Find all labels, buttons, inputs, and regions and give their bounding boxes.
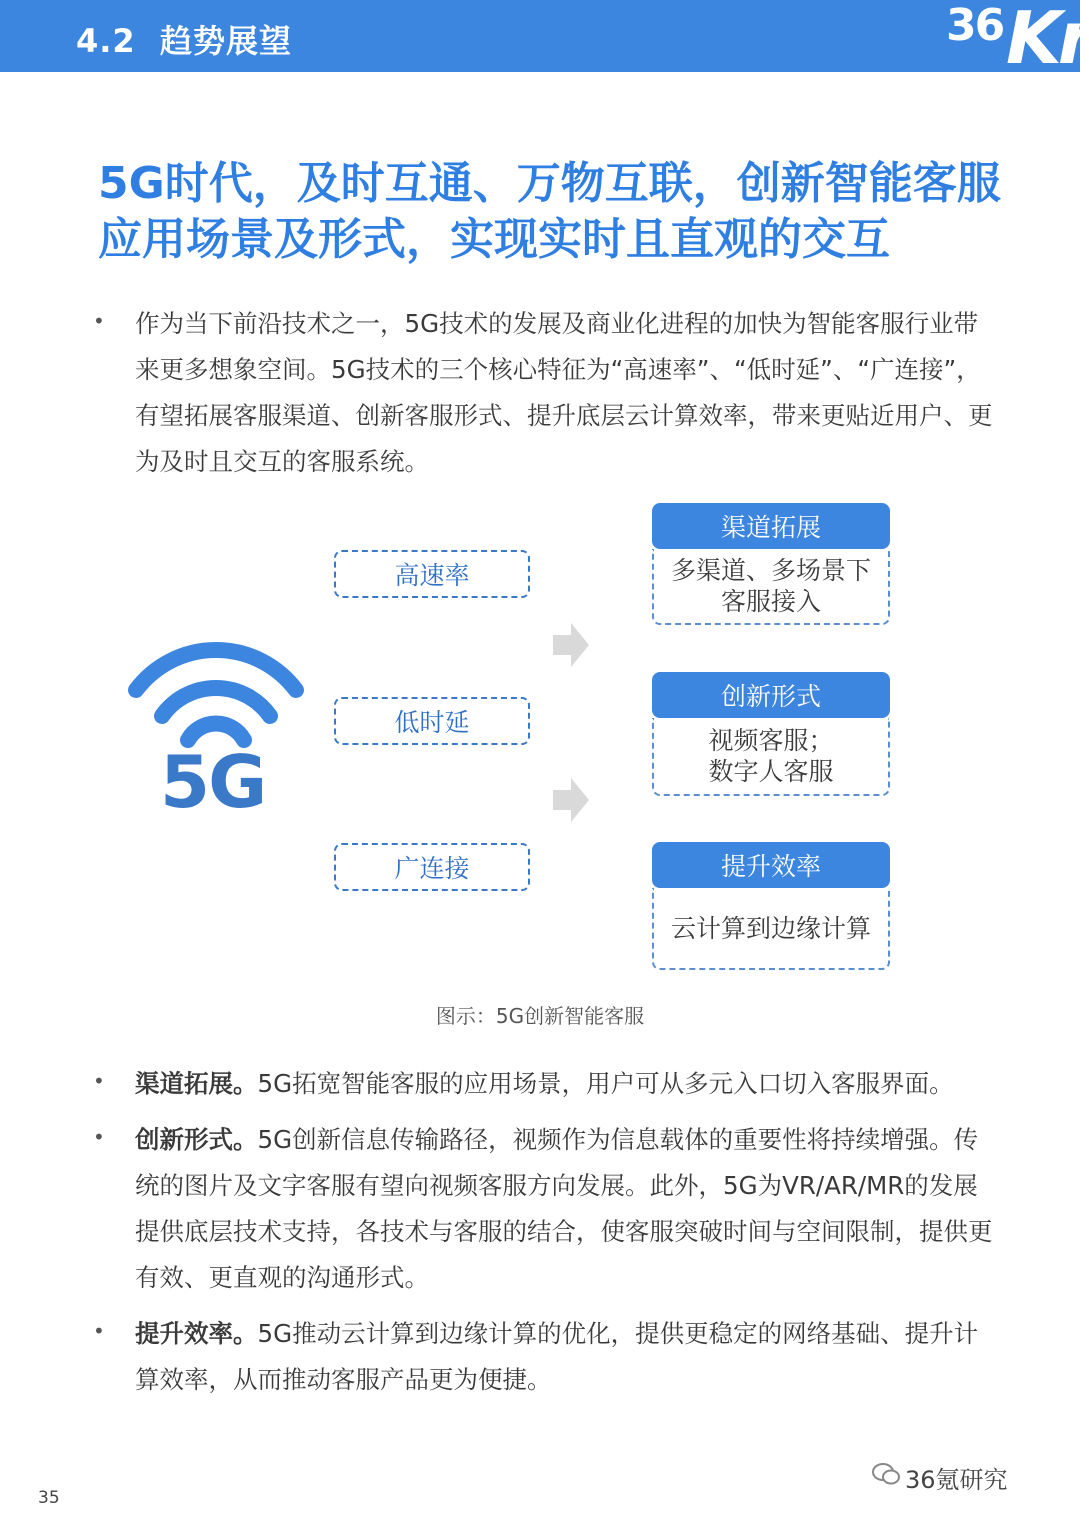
card-body-line: 多渠道、多场景下 — [670, 556, 871, 585]
5g-label: 5G — [160, 740, 266, 824]
section-title: 趋势展望 — [159, 22, 292, 60]
feature-high-speed: 高速率 — [334, 550, 530, 598]
card-title-efficiency: 提升效率 — [652, 842, 890, 888]
bullet-dot: • — [93, 1125, 105, 1149]
page-title-line-2: 应用场景及形式，实现实时且直观的交互 — [98, 214, 890, 265]
wechat-icon — [872, 1462, 900, 1486]
bullet-title: 渠道拓展。 — [135, 1069, 258, 1098]
bullet-text: 5G拓宽智能客服的应用场景，用户可从多元入口切入客服界面。 — [257, 1069, 954, 1098]
arrow-right-icon — [553, 623, 589, 667]
bullet-efficiency — [135, 1311, 995, 1403]
bullet-dot: • — [93, 309, 105, 333]
card-body-line: 数字人客服 — [708, 757, 834, 786]
section-number: 4.2 — [76, 22, 136, 60]
bullet-title: 创新形式。 — [135, 1125, 258, 1154]
section-heading — [76, 16, 292, 62]
logo-number: 36 — [946, 0, 1004, 51]
card-body-channel — [652, 549, 890, 625]
bullet-form — [135, 1117, 995, 1301]
bullet-title: 提升效率。 — [135, 1319, 258, 1348]
card-body-line: 云计算到边缘计算 — [670, 913, 871, 943]
watermark: 36氪研究 — [905, 1466, 1008, 1494]
figure-caption: 图示：5G创新智能客服 — [435, 1004, 645, 1028]
arrow-right-icon — [553, 778, 589, 822]
page-number: 35 — [38, 1488, 60, 1508]
page-title-line-1: 5G时代，及时互通、万物互联，创新智能客服 — [98, 158, 1001, 209]
feature-low-latency: 低时延 — [334, 697, 530, 745]
card-body-efficiency — [652, 888, 890, 970]
logo-letters: Kr — [1006, 0, 1089, 80]
bullet-channel — [135, 1061, 995, 1107]
card-body-line: 客服接入 — [720, 587, 821, 616]
card-body-form — [652, 718, 890, 796]
bullet-text: 5G推动云计算到边缘计算的优化，提供更稳定的网络基础、提升计算效率，从而推动客服产品更为便捷。 — [135, 1319, 979, 1394]
card-title-channel: 渠道拓展 — [652, 503, 890, 549]
intro-paragraph: 作为当下前沿技术之一，5G技术的发展及商业化进程的加快为智能客服行业带来更多想象空间。5G技术的三个核心特征为“高速率”、“低时延”、“广连接”，有望拓展客服渠道、创新客服形式、提升底层云计算效率，带来更贴近用户、更为及时且交互的客服系统。 — [135, 309, 993, 476]
page-title — [98, 156, 1001, 268]
card-body-line: 视频客服； — [708, 726, 834, 755]
card-title-form: 创新形式 — [652, 672, 890, 718]
36kr-logo — [942, 0, 1089, 80]
header-bar — [0, 0, 1089, 80]
bullet-dot: • — [93, 1069, 105, 1093]
feature-wide-connection: 广连接 — [334, 843, 530, 891]
bullet-text: 5G创新信息传输路径，视频作为信息载体的重要性将持续增强。传统的图片及文字客服有望向视频客服方向发展。此外，5G为VR/AR/MR的发展提供底层技术支持，各技术与客服的结合，使客服突破时间与空间限制，提供更有效、更直观的沟通形式。 — [135, 1125, 993, 1292]
bullet-dot: • — [93, 1319, 105, 1343]
